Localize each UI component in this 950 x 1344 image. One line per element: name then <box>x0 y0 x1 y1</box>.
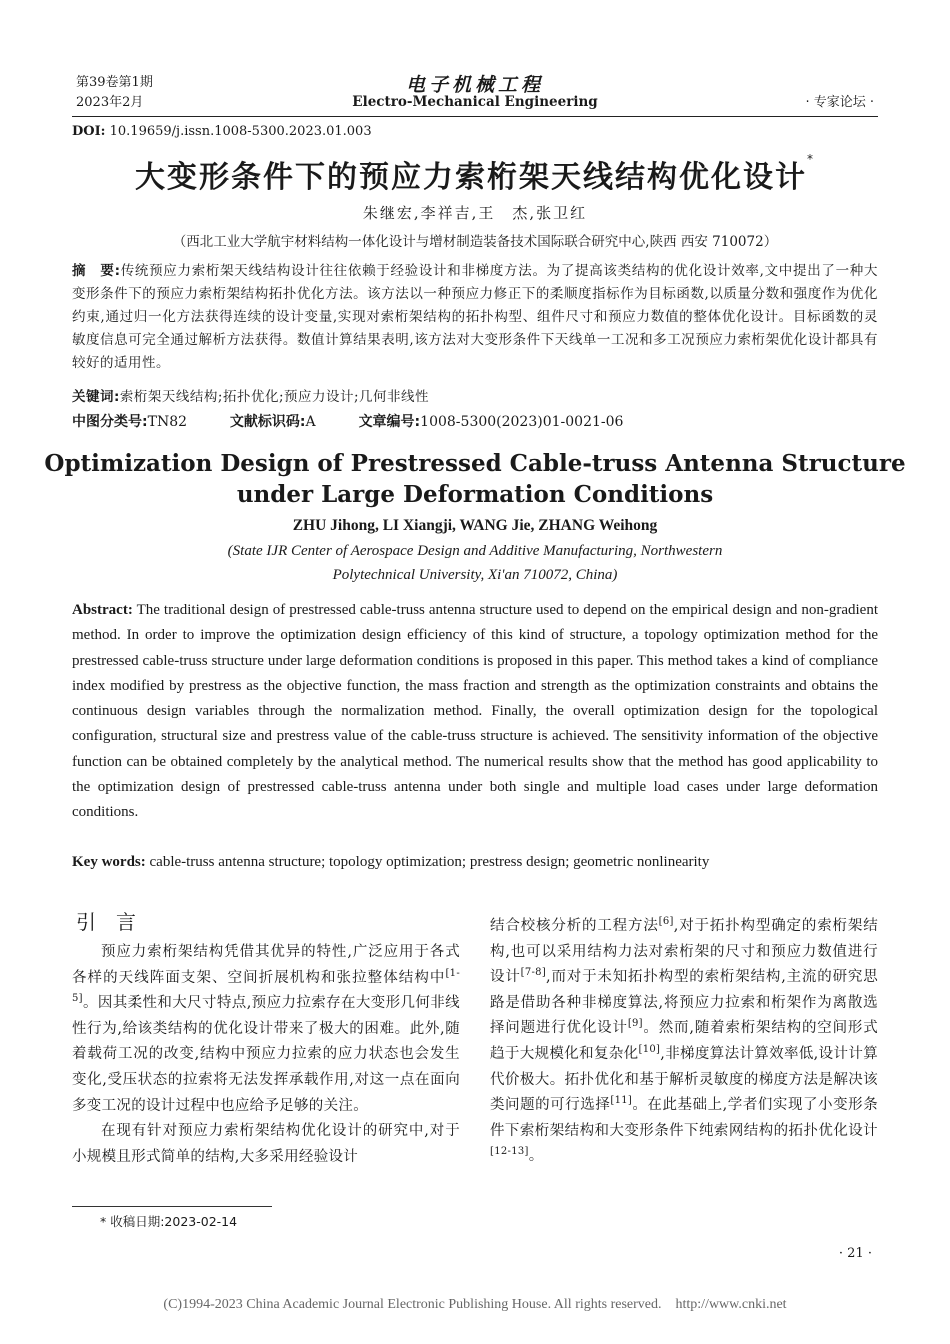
citation: [10] <box>638 1044 661 1056</box>
header-rule <box>72 116 878 117</box>
citation: [11] <box>610 1095 633 1107</box>
doi-label: DOI: <box>72 124 106 139</box>
right-column <box>490 914 878 1170</box>
journal-name-cn: 电子机械工程 <box>405 74 544 96</box>
doi-line <box>72 124 372 139</box>
text: 结合校核分析的工程方法 <box>490 918 659 934</box>
abstract-en-label: Abstract: <box>72 602 133 618</box>
doc-code-value: A <box>305 414 316 430</box>
authors-en: ZHU Jihong, LI Xiangji, WANG Jie, ZHANG Weihong <box>292 517 658 534</box>
publication-date: 2023年2月 <box>76 95 144 110</box>
volume-issue: 第39卷第1期 <box>76 75 153 90</box>
doi-value: 10.19659/j.issn.1008-5300.2023.01.003 <box>109 124 372 139</box>
abstract-cn-label: 摘 要: <box>72 263 121 279</box>
text: ,对于拓扑构型确定的索桁架结构,也可以采用结构力法对索桁架的尺寸和预应力数值进行设计 <box>490 918 878 986</box>
intro-paragraph-2: 在现有针对预应力索桁架结构优化设计的研究中,对于小规模且形式简单的结构,大多采用经验设计 <box>72 1123 460 1165</box>
keywords-en-text: cable-truss antenna structure; topology optimization; prestress design; geometric nonlinearity <box>149 854 710 870</box>
doc-code-label: 文献标识码: <box>229 414 306 430</box>
keywords-cn <box>72 386 878 409</box>
citation: [6] <box>658 916 674 928</box>
abstract-en <box>72 598 878 826</box>
section-heading-intro: 引 言 <box>76 910 136 934</box>
copyright-notice: (C)1994-2023 China Academic Journal Electronic Publishing House. All rights reserved. http://www.cnki.net <box>163 1297 787 1312</box>
text: 。 <box>528 1148 544 1165</box>
affiliation-en-line1: (State IJR Center of Aerospace Design and Additive Manufacturing, Northwestern <box>227 543 723 559</box>
citation: [12-13] <box>490 1146 529 1158</box>
intro-paragraph-1 <box>72 940 460 1119</box>
keywords-en <box>72 850 878 875</box>
page-number: · 21 · <box>838 1246 872 1261</box>
intro-p1-text-b: 。因其柔性和大尺寸特点,预应力拉索存在大变形几何非线性行为,给该类结构的优化设计带来了极大的困难。此外,随着载荷工况的改变,结构中预应力拉索的应力状态也会发生变化,受压状态的拉索将无法发挥承载作用,对这一点在面向多变工况的设计过程中也应给予足够的关注。 <box>72 995 460 1114</box>
title-cn <box>0 152 950 196</box>
citation: [7-8] <box>520 967 547 979</box>
abstract-cn-text: 传统预应力索桁架天线结构设计往往依赖于经验设计和非梯度方法。为了提高该类结构的优化设计效率,文中提出了一种大变形条件下的预应力索桁架结构拓扑优化方法。该方法以一种预应力修正下的柔顺度指标作为目标函数,以质量分数和强度作为优化约束,通过归一化方法获得连续的设计变量,实现对索桁架结构的拓扑构型、组件尺寸和预应力数值的整体优化设计。目标函数的灵敏度信息可完全通过解析方法获得。数值计算结果表明,该方法对大变形条件下天线单一工况和多工况预应力索桁架优化设计都具有较好的适用性。 <box>72 263 878 371</box>
keywords-en-label: Key words: <box>72 854 146 870</box>
affiliation-cn: （西北工业大学航宇材料结构一体化设计与增材制造装备技术国际联合研究中心,陕西 西安 710072） <box>172 234 778 250</box>
text: ,非梯度算法计算效率低,设计计算代价极大。拓扑优化和基于解析灵敏度的梯度方法是解决该类问题的可行选择 <box>490 1045 878 1114</box>
title-en-line1: Optimization Design of Prestressed Cable-truss Antenna Structure <box>44 450 906 477</box>
abstract-en-text: The traditional design of prestressed cable-truss antenna structure used to depend on the empirical design and non-gradient method. In order to improve the optimization design efficiency of this kind of structure, a topology optimization method for the prestressed cable-truss structure under large deformation conditions is proposed in this paper. This method takes a kind of compliance index modified by prestress as the objective function, the mass fraction and strength as the optimization constraints and obtains the continuous design variables through the normalization method. Finally, the overall optimization design for the topological configuration, structural size and prestress value of the cable-truss structure is achieved. The sensitivity information of the objective function can be obtained completely by the analytical method. The numerical results show that the method has good applicability to the optimization design of prestressed cable-truss antenna under both single and multiple load cases under large deformation conditions. <box>72 602 879 821</box>
title-cn-text: 大变形条件下的预应力索桁架天线结构优化设计 <box>135 160 807 195</box>
clc-label: 中图分类号: <box>72 414 148 430</box>
text: ,而对于未知拓扑构型的索桁架结构,主流的研究思路是借助各种非梯度算法,将预应力拉索和桁架作为离散选择问题进行优化设计 <box>490 969 878 1037</box>
text: 。然而,随着索桁架结构的空间形式趋于大规模化和复杂化 <box>490 1020 878 1062</box>
authors-cn: 朱继宏,李祥吉,王 杰,张卫红 <box>362 204 588 222</box>
title-footnote-mark: * <box>807 152 815 166</box>
article-number-value: 1008-5300(2023)01-0021-06 <box>420 414 624 430</box>
journal-name-en: Electro-Mechanical Engineering <box>352 94 598 110</box>
column-label: · 专家论坛 · <box>805 95 874 110</box>
footnote-rule <box>72 1206 272 1207</box>
keywords-cn-label: 关键词: <box>72 389 120 405</box>
classification-line <box>72 410 878 434</box>
keywords-cn-text: 索桁架天线结构;拓扑优化;预应力设计;几何非线性 <box>119 389 430 405</box>
citation: [1-5] <box>72 967 460 1005</box>
intro-paragraph-2-continued <box>490 914 878 1170</box>
intro-p1-text-a: 预应力索桁架结构凭借其优异的特性,广泛应用于各式各样的天线阵面支架、空间折展机构和张拉整体结构中 <box>72 944 460 986</box>
clc-value: TN82 <box>147 414 188 430</box>
text: 。在此基础上,学者们实现了小变形条件下索桁架结构和大变形条件下纯索网结构的拓扑优化设计 <box>490 1097 878 1139</box>
left-column <box>72 940 460 1170</box>
footnote-received-date: * 收稿日期:2023-02-14 <box>100 1214 238 1229</box>
affiliation-en-line2: Polytechnical University, Xi'an 710072, China) <box>332 567 618 583</box>
article-number-label: 文章编号: <box>358 414 421 430</box>
citation: [9] <box>627 1018 643 1030</box>
abstract-cn <box>72 260 878 375</box>
title-en-line2: under Large Deformation Conditions <box>236 481 714 508</box>
